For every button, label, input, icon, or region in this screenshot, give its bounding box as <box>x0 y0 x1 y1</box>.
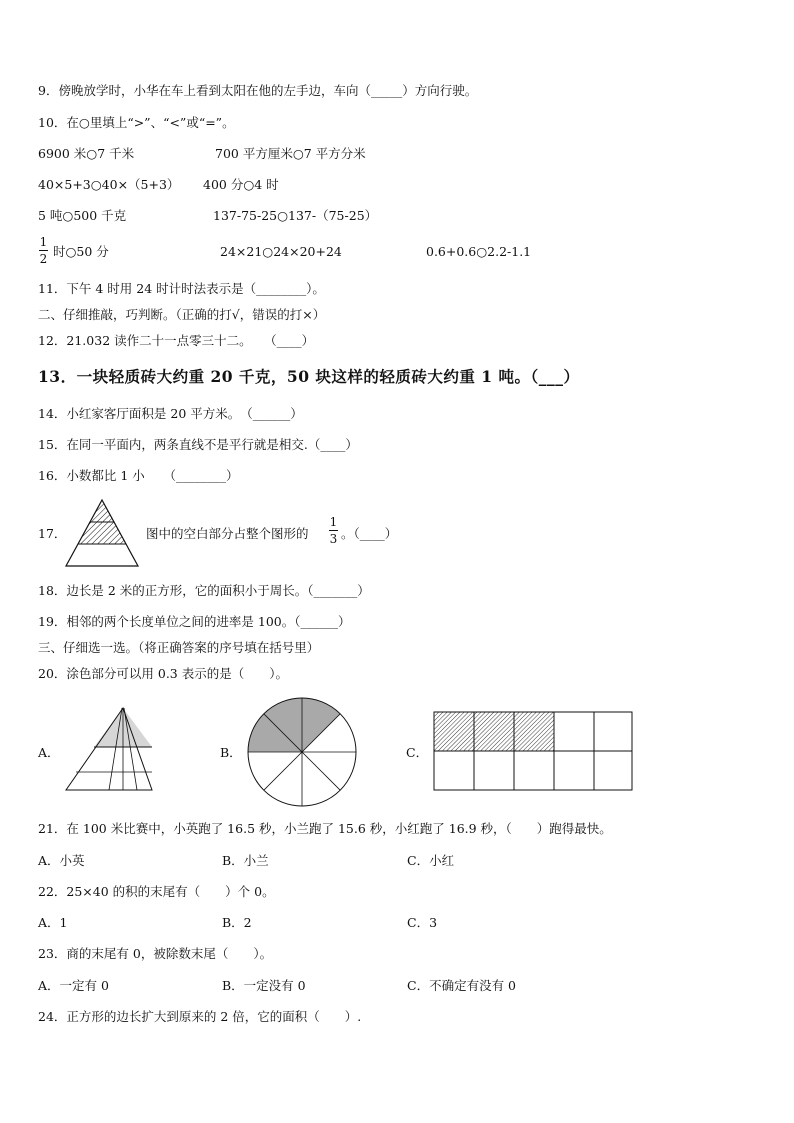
triangle-option-figure <box>64 706 154 792</box>
question-13: 13．一块轻质砖大约重 20 千克，50 块这样的轻质砖大约重 1 吨。（___） <box>38 367 580 386</box>
option-b: B．2 <box>222 915 252 930</box>
compare-item: 6900 米○7 千米 <box>38 146 135 161</box>
compare-item: 400 分○4 时 <box>203 177 279 192</box>
compare-item: 5 吨○500 千克 <box>38 208 127 223</box>
fraction-third: 1 3 <box>329 515 338 546</box>
option-b: B．一定没有 0 <box>222 978 306 993</box>
option-a: A．1 <box>38 915 68 930</box>
question-18: 18．边长是 2 米的正方形，它的面积小于周长。（_______） <box>38 583 370 598</box>
compare-item: 24×21○24×20+24 <box>220 244 342 259</box>
question-24: 24．正方形的边长扩大到原来的 2 倍，它的面积（ ）. <box>38 1009 362 1024</box>
compare-item: 40×5+3○40×（5+3） <box>38 177 180 192</box>
circle-option-figure <box>244 694 360 810</box>
option-b-label: B． <box>220 745 242 760</box>
question-23: 23．商的末尾有 0，被除数末尾（ ）。 <box>38 946 273 961</box>
option-c: C．3 <box>407 915 438 930</box>
question-20: 20．涂色部分可以用 0.3 表示的是（ ）。 <box>38 666 288 681</box>
compare-item: 137-75-25○137-（75-25） <box>213 208 378 223</box>
section-3-heading: 三、仔细选一选。（将正确答案的序号填在括号里） <box>38 640 320 655</box>
question-22: 22．25×40 的积的末尾有（ ）个 0。 <box>38 884 275 899</box>
section-2-heading: 二、仔细推敲，巧判断。（正确的打√，错误的打×） <box>38 307 326 322</box>
triangle-figure <box>64 498 140 568</box>
question-15: 15．在同一平面内，两条直线不是平行就是相交.（____） <box>38 437 358 452</box>
question-17-number: 17． <box>38 526 67 541</box>
question-10-title: 10．在○里填上“>”、“<”或“=”。 <box>38 115 235 130</box>
question-12: 12．21.032 读作二十一点零三十二。 （____） <box>38 333 315 348</box>
question-19: 19．相邻的两个长度单位之间的进率是 100。（______） <box>38 614 351 629</box>
compare-item: 0.6+0.6○2.2-1.1 <box>426 244 532 259</box>
question-21: 21．在 100 米比赛中，小英跑了 16.5 秒，小兰跑了 15.6 秒，小红跑了 16.9 秒，（ ）跑得最快。 <box>38 821 612 836</box>
option-b: B．小兰 <box>222 853 269 868</box>
compare-item: 时○50 分 <box>53 244 109 259</box>
grid-option-figure <box>432 710 634 792</box>
question-17-answer: 。（____） <box>341 526 398 541</box>
option-a-label: A． <box>38 745 60 760</box>
option-a: A．小英 <box>38 853 85 868</box>
question-9: 9．傍晚放学时，小华在车上看到太阳在他的左手边，车向（_____）方向行驶。 <box>38 83 478 98</box>
question-11: 11．下午 4 时用 24 时计时法表示是（________）。 <box>38 281 325 296</box>
compare-item: 700 平方厘米○7 平方分米 <box>215 146 366 161</box>
option-a: A．一定有 0 <box>38 978 109 993</box>
question-17-text: 图中的空白部分占整个图形的 <box>146 526 309 541</box>
option-c: C．小红 <box>407 853 455 868</box>
fraction-half: 1 2 <box>39 235 48 266</box>
question-14: 14．小红家客厅面积是 20 平方米。 （______） <box>38 406 303 421</box>
question-16: 16．小数都比 1 小 （________） <box>38 468 239 483</box>
option-c-label: C． <box>406 745 429 760</box>
option-c: C．不确定有没有 0 <box>407 978 516 993</box>
